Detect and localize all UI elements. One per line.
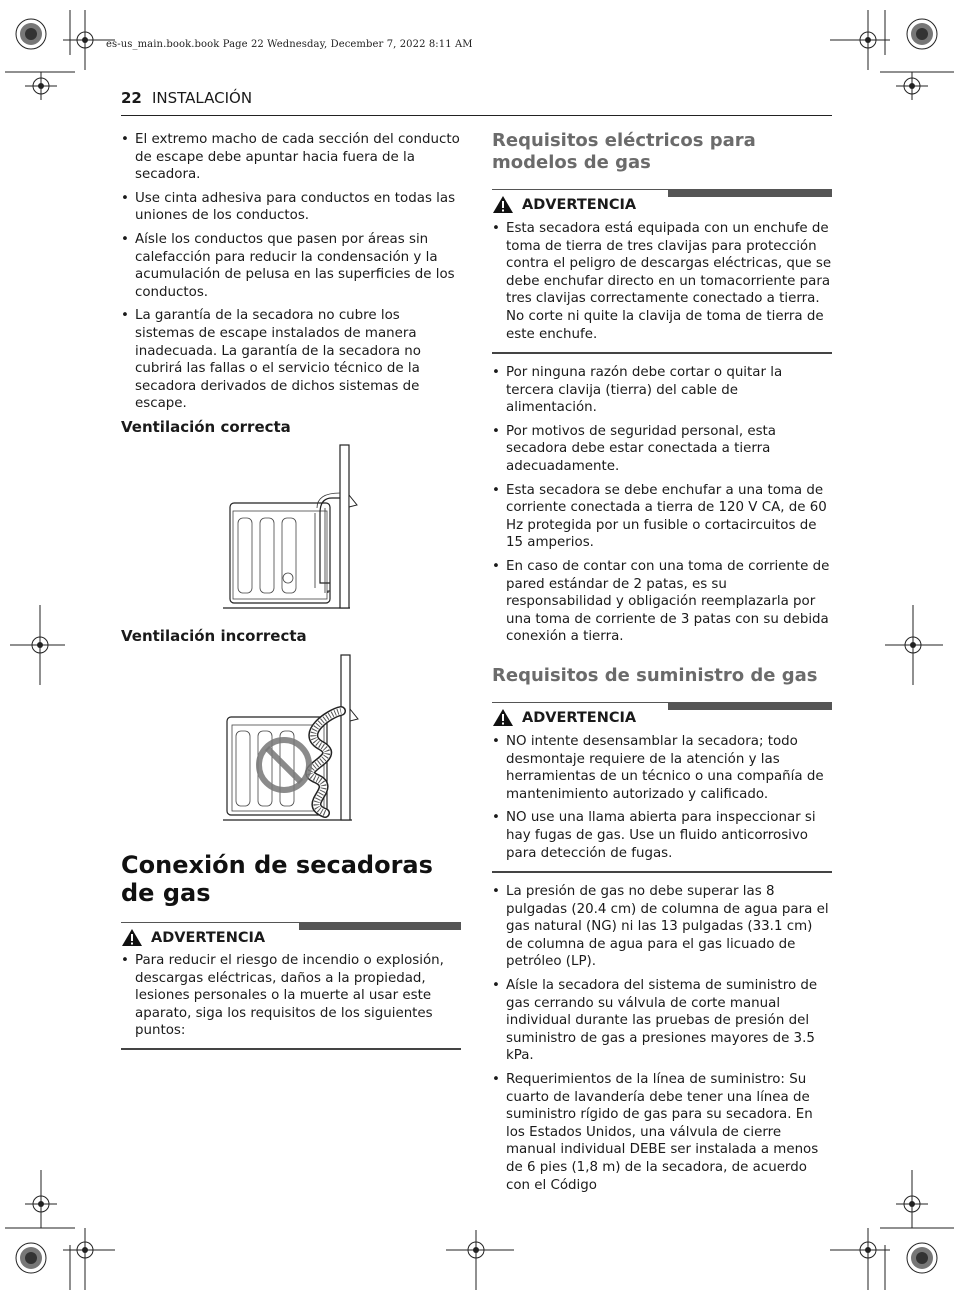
gas-supply-heading: Requisitos de suministro de gas xyxy=(492,665,818,686)
registration-mark-top-right xyxy=(830,10,954,100)
warning-top-bar xyxy=(668,189,832,197)
vent-incorrect-label: Ventilación incorrecta xyxy=(121,627,307,645)
warning-top-bar xyxy=(668,702,832,710)
list-item: • Por motivos de seguridad personal, esta secadora debe estar conectada a tierra adecuadamente. xyxy=(492,423,777,474)
supply-warning-container xyxy=(492,733,832,868)
warning-top-rule xyxy=(492,189,670,190)
list-item: • La presión de gas no debe superar las 8 pulgadas (20.4 cm) de columna de agua para el gas natural (NG) ni las 13 pulgadas (33.1 cm) de columna de agua para el gas licuado de petróleo (LP). xyxy=(492,884,829,970)
warning-heading: ADVERTENCIA xyxy=(492,708,636,727)
list-item: • NO intente desensamblar la secadora; todo desmontaje requiere de la atención y las herramientas de un técnico o una compañía de mantenimiento autorizado y calificado. xyxy=(492,734,824,802)
supply-bullet-list xyxy=(492,883,832,1194)
registration-mark-top-left xyxy=(5,10,125,100)
warning-triangle-icon xyxy=(492,195,514,214)
list-item: • El extremo macho de cada sección del conducto de escape debe apuntar hacia fuera de la secadora. xyxy=(121,132,460,183)
list-item: • NO use una llama abierta para inspeccionar si hay fugas de gas. Use un fluido anticorrosivo para detección de fugas. xyxy=(492,810,816,861)
duct-bullet-list xyxy=(121,131,461,413)
registration-mark-bottom-left xyxy=(5,1170,125,1290)
header-rule xyxy=(121,115,832,116)
warning-bottom-rule xyxy=(121,1048,461,1050)
list-item: • Esta secadora se debe enchufar a una toma de corriente conectada a tierra de 120 V CA, de 60 Hz protegida por un fusible o cortacircuitos de 15 amperios. xyxy=(492,482,827,551)
list-item: • Por ninguna razón debe cortar o quitar la tercera clavija (tierra) del cable de alimentación. xyxy=(492,365,783,416)
list-item: • Requerimientos de la línea de suministro: Su cuarto de lavandería debe tener una línea de suministro rígido de gas para su secadora. En los Estados Unidos, una válvula de cierre manual individual DEBE ser instalada a menos de 6 pies (1,8 m) de la secadora, de acuerdo con el Código xyxy=(492,1071,819,1193)
list-item: • Esta secadora está equipada con un enchufe de toma de tierra de tres clavijas para protección contra el peligro de descargas eléctricas, que se debe enchufar directo en un tomacorriente para tres clavijas correctamente conectado a tierra. No corte ni quite la clavija de toma de tierra de este enchufe. xyxy=(492,221,832,342)
electrical-requirements-heading: Requisitos eléctricos para modelos de gas xyxy=(492,130,756,173)
gas-connection-heading: Conexión de secadoras de gas xyxy=(121,851,433,907)
electrical-warning-container xyxy=(492,220,832,349)
print-header: es-us_main.book.book Page 22 Wednesday, December 7, 2022 8:11 AM xyxy=(106,39,473,50)
registration-mark-mid-left xyxy=(10,605,70,685)
vent-correct-label: Ventilación correcta xyxy=(121,418,291,436)
registration-mark-mid-right xyxy=(885,605,945,685)
list-item: • Aísle los conductos que pasen por áreas sin calefacción para reducir la condensación y la acumulación de pelusa en las superficies de los conductos. xyxy=(121,231,455,300)
list-item: • En caso de contar con una toma de corriente de pared estándar de 2 patas, es su responsabilidad y obligación reemplazarla por una toma de corriente de 3 patas con su debida conexión a tierra. xyxy=(492,558,830,645)
warning-heading: ADVERTENCIA xyxy=(121,928,265,947)
list-item: • La garantía de la secadora no cubre los sistemas de escape instalados de manera inadecuada. La garantía de la secadora no cubrirá las fallas o el servicio técnico de la secadora derivados de dichos sistemas de escape. xyxy=(121,308,421,412)
registration-mark-bottom-center xyxy=(446,1230,516,1290)
warning-top-bar xyxy=(299,922,461,930)
warning-triangle-icon xyxy=(492,708,514,727)
list-item: • Para reducir el riesgo de incendio o explosión, descargas eléctricas, daños a la propiedad, lesiones personales o la muerte al usar este aparato, siga los requisitos de los siguientes puntos: xyxy=(121,953,444,1039)
warning-bottom-rule xyxy=(492,871,832,873)
page-number: 22 xyxy=(121,89,142,107)
electrical-warning-list xyxy=(492,220,832,343)
supply-warning-list xyxy=(492,733,832,862)
electrical-bullet-list xyxy=(492,364,832,646)
electrical-bullets-container xyxy=(492,364,832,652)
section-title: INSTALACIÓN xyxy=(152,89,253,107)
warning-triangle-icon xyxy=(121,928,143,947)
warning-heading: ADVERTENCIA xyxy=(492,195,636,214)
supply-bullets-container xyxy=(492,883,832,1200)
gas-warning-list xyxy=(121,952,461,1040)
warning-top-rule xyxy=(121,922,299,923)
left-bullet-list-container xyxy=(121,131,461,419)
incorrect-vent-illustration xyxy=(220,653,360,827)
list-item: • Aísle la secadora del sistema de suministro de gas cerrando su válvula de corte manual individual durante las pruebas de presión del suministro de gas a presiones mayores de 3.5 kPa. xyxy=(492,977,818,1064)
warning-top-rule xyxy=(492,702,670,703)
registration-mark-bottom-right xyxy=(830,1170,954,1290)
correct-vent-illustration xyxy=(220,443,360,617)
list-item: • Use cinta adhesiva para conductos en todas las uniones de los conductos. xyxy=(121,190,456,224)
gas-warning-container xyxy=(121,952,461,1046)
warning-bottom-rule xyxy=(492,352,832,354)
